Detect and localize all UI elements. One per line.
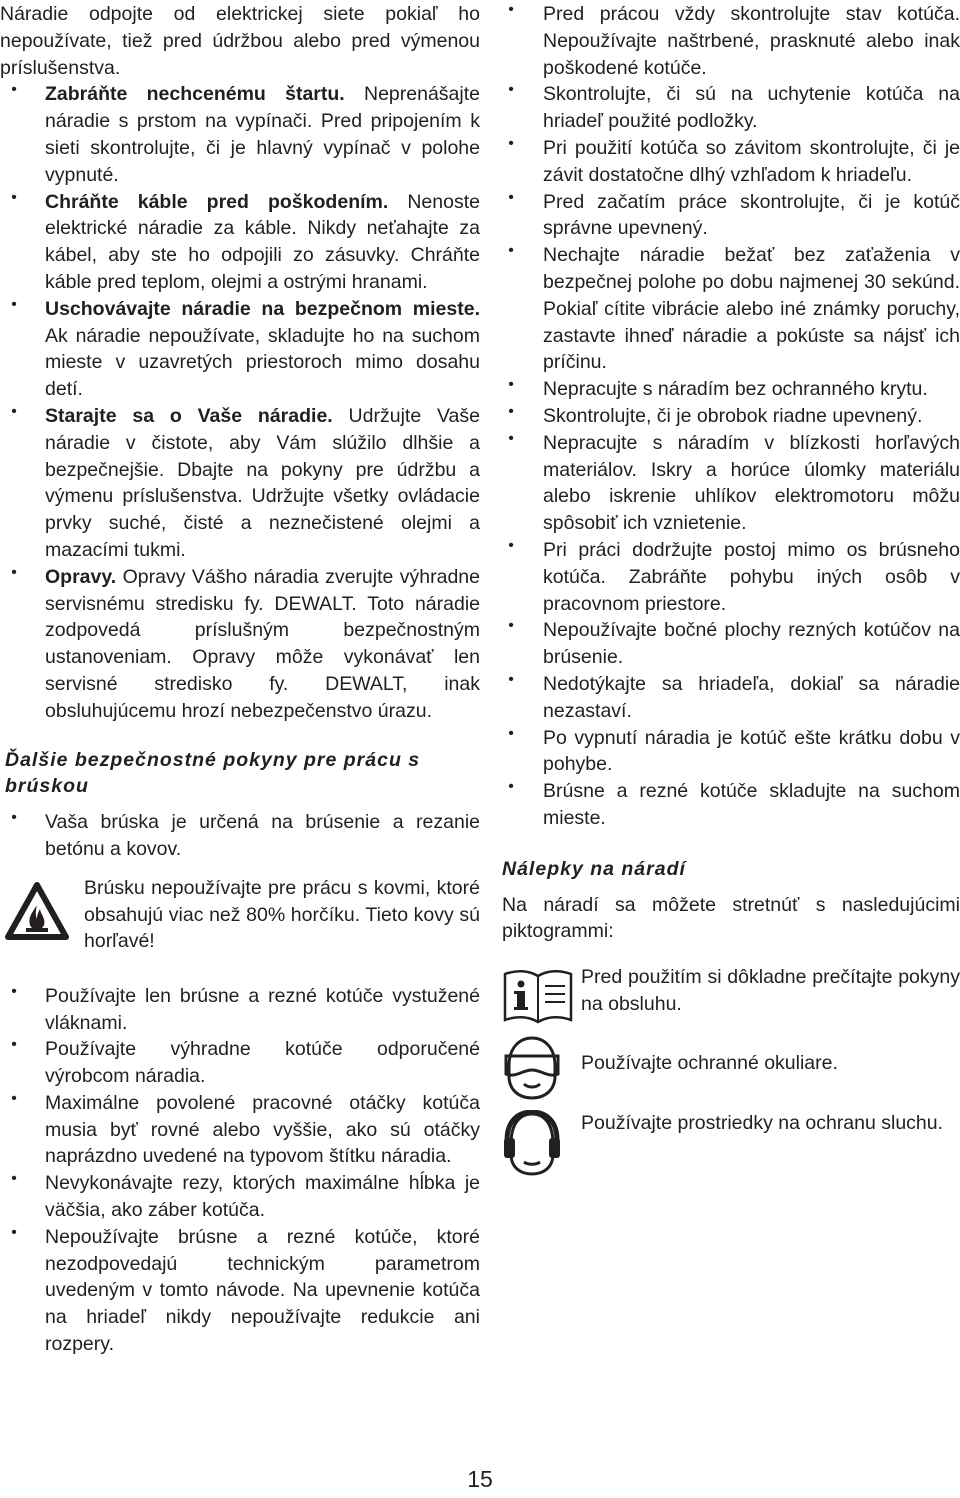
- bullet: •: [11, 809, 17, 827]
- list-item: [0, 1170, 480, 1224]
- pictogram-text: Používajte prostriedky na ochranu sluchu.: [581, 1112, 944, 1135]
- left-column: [0, 0, 480, 1358]
- item-text: Nepoužívajte brúsne a rezné kotúče, ktoré nezodpovedajú technickým parametrom uvedeným v tomto návode. Na upevnenie kotúča na hriadeľ nikdy nepoužívajte redukcie ani rozpery.: [45, 1225, 480, 1356]
- bullet: •: [11, 81, 17, 99]
- item-text: Skontrolujte, či je obrobok riadne upevnený.: [543, 404, 923, 427]
- safety-goggles-icon: [503, 1036, 561, 1100]
- ear-protection-icon: [503, 1110, 561, 1176]
- item-text: Pri práci dodržujte postoj mimo os brúsneho kotúča. Zabráňte pohybu iných osôb v pracovnom priestore.: [543, 538, 960, 615]
- item-text: Skontrolujte, či sú na uchytenie kotúča na hriadeľ použité podložky.: [543, 83, 960, 133]
- section-heading: Ďalšie bezpečnostné pokyny pre prácu s brúskou: [5, 748, 421, 798]
- item-text: Ak náradie nepoužívate, skladujte ho na suchom mieste v uzavretých priestoroch mimo dosahu detí.: [45, 324, 480, 401]
- flammable-warning-icon: [4, 881, 70, 943]
- item-text: Nenoste elektrické náradie za káble. Nikdy neťahajte za kábel, aby ste ho odpojili zo zásuvky. Chráňte káble pred teplom, olejmi a ostrými hranami.: [45, 190, 480, 293]
- item-text: Vaša brúska je určená na brúsenie a rezanie betónu a kovov.: [45, 811, 480, 860]
- item-text: Udržujte Vaše náradie v čistote, aby Vám slúžilo dlhšie a bezpečnejšie. Dbajte na pokyny pre údržbu a výmenu príslušenstva. Udržujte všetky ovládacie prvky suché, čisté a neznečistené olejmi a mazacími tukmi.: [45, 404, 480, 561]
- list-item: [497, 189, 960, 243]
- bullet: •: [508, 376, 514, 394]
- bullet: •: [11, 1170, 17, 1188]
- pictogram-text: Pred použitím si dôkladne prečítajte pokyny na obsluhu.: [581, 966, 960, 1015]
- list-item: [497, 81, 960, 135]
- item-text: Pred prácou vždy skontrolujte stav kotúča. Nepoužívajte naštrbené, prasknuté alebo inak poškodené kotúče.: [543, 3, 960, 79]
- warning-text: Brúsku nepoužívajte pre prácu s kovmi, ktoré obsahujú viac než 80% horčíku. Tieto kovy sú horľavé!: [84, 876, 480, 953]
- pictogram-row: [497, 1110, 960, 1176]
- list-item: [0, 403, 480, 564]
- bullet: •: [508, 81, 514, 99]
- item-text: Pri použití kotúča so závitom skontrolujte, či je závit dostatočne dlhý vzhľadom k hriadeľu.: [543, 136, 960, 186]
- bullet: •: [11, 1223, 17, 1241]
- list-item: [497, 671, 960, 725]
- list-item: [0, 1036, 480, 1090]
- list-item: [497, 725, 960, 779]
- bullet: •: [508, 242, 514, 260]
- manual-info-icon: [502, 968, 574, 1024]
- right-column: [497, 0, 960, 1176]
- bullet: •: [508, 724, 514, 742]
- bullet: •: [508, 670, 514, 688]
- list-item: [0, 809, 480, 863]
- bullet: •: [508, 134, 514, 152]
- item-text: Používajte len brúsne a rezné kotúče vystužené vláknami.: [45, 984, 480, 1034]
- intro-text: Na náradí sa môžete stretnúť s nasledujúcimi piktogrammi:: [502, 893, 960, 943]
- pictogram-row: [497, 964, 960, 1032]
- item-text: Nepoužívajte bočné plochy rezných kotúčov na brúsenie.: [543, 619, 960, 669]
- list-item: [0, 189, 480, 296]
- item-text: Pred začatím práce skontrolujte, či je kotúč správne upevnený.: [543, 190, 960, 240]
- list-item: [497, 403, 960, 430]
- list-item: [0, 564, 480, 725]
- bullet: •: [508, 188, 514, 206]
- item-text: Maximálne povolené pracovné otáčky kotúča musia byť rovné alebo vyššie, ako sú otáčky naprázdno uvedené na typovom štítku náradia.: [45, 1091, 480, 1168]
- item-lead: Zabráňte nechcenému štartu.: [45, 83, 345, 106]
- bullet: •: [11, 188, 17, 206]
- list-item: [497, 430, 960, 537]
- item-text: Nedotýkajte sa hriadeľa, dokiaľ sa náradie nezastaví.: [543, 672, 960, 722]
- item-text: Nechajte náradie bežať bez zaťaženia v bezpečnej polohe po dobu najmenej 30 sekúnd. Pokiaľ cítite vibrácie alebo iné známky poruchy, zastavte ihneď náradie a pokúste sa nájsť ich príčinu.: [543, 244, 960, 374]
- pictogram-text: Používajte ochranné okuliare.: [581, 1052, 838, 1075]
- item-lead: Opravy.: [45, 565, 117, 588]
- pictogram-row: [497, 1036, 960, 1102]
- bullet: •: [11, 295, 17, 313]
- bullet: •: [508, 429, 514, 447]
- warning-block: [0, 875, 480, 971]
- list-item: [497, 376, 960, 403]
- list-item: [497, 778, 960, 832]
- item-text: Brúsne a rezné kotúče skladujte na suchom mieste.: [543, 780, 960, 829]
- item-lead: Starajte sa o Vaše náradie.: [45, 404, 333, 427]
- section-heading: Nálepky na náradí: [502, 857, 686, 880]
- continued-paragraph: Náradie odpojte od elektrickej siete pokiaľ ho nepoužívate, tiež pred údržbou alebo pred výmenou príslušenstva.: [0, 3, 480, 79]
- item-lead: Uschovávajte náradie na bezpečnom mieste.: [45, 297, 480, 320]
- item-text: Po vypnutí náradia je kotúč ešte krátku dobu v pohybe.: [543, 726, 960, 776]
- bullet: •: [508, 536, 514, 554]
- item-text: Nevykonávajte rezy, ktorých maximálne hĺbka je väčšia, ako záber kotúča.: [45, 1172, 480, 1222]
- list-item: [497, 135, 960, 189]
- list-item: [0, 81, 480, 188]
- list-item: [497, 537, 960, 617]
- bullet: •: [11, 982, 17, 1000]
- list-item: [497, 1, 960, 81]
- list-item: [0, 1224, 480, 1358]
- list-item: [0, 1090, 480, 1170]
- page-number: 15: [467, 1466, 493, 1492]
- item-text: Nepracujte s náradím bez ochranného krytu.: [543, 378, 928, 401]
- bullet: •: [11, 563, 17, 581]
- bullet: •: [508, 1, 514, 18]
- list-item: [0, 983, 480, 1037]
- bullet: •: [11, 1036, 17, 1054]
- bullet: •: [508, 402, 514, 420]
- bullet: •: [11, 1089, 17, 1107]
- bullet: •: [508, 617, 514, 635]
- item-text: Neprenášajte náradie s prstom na vypínači. Pred pripojením k sieti skontrolujte, či je hlavný vypínač v polohe vypnuté.: [45, 83, 480, 186]
- item-lead: Chráňte káble pred poškodením.: [45, 190, 389, 213]
- list-item: [497, 242, 960, 376]
- item-text: Nepracujte s náradím v blízkosti horľavých materiálov. Iskry a horúce úlomky materiálu alebo iskrenie uhlíkov elektromotoru môžu spôsobiť ich vznietenie.: [543, 431, 960, 535]
- bullet: •: [11, 402, 17, 420]
- item-text: Opravy Vášho náradia zverujte výhradne servisnému stredisku fy. DEWALT. Toto náradie zodpovedá príslušným bezpečnostným ustanoveniam. Opravy môže vykonávať len servisné stredisko fy. DEWALT, inak obsluhujúcemu hrozí nebezpečenstvo úrazu.: [45, 565, 480, 722]
- list-item: [497, 617, 960, 671]
- item-text: Používajte výhradne kotúče odporučené výrobcom náradia.: [45, 1038, 480, 1088]
- list-item: [0, 296, 480, 403]
- bullet: •: [508, 778, 514, 796]
